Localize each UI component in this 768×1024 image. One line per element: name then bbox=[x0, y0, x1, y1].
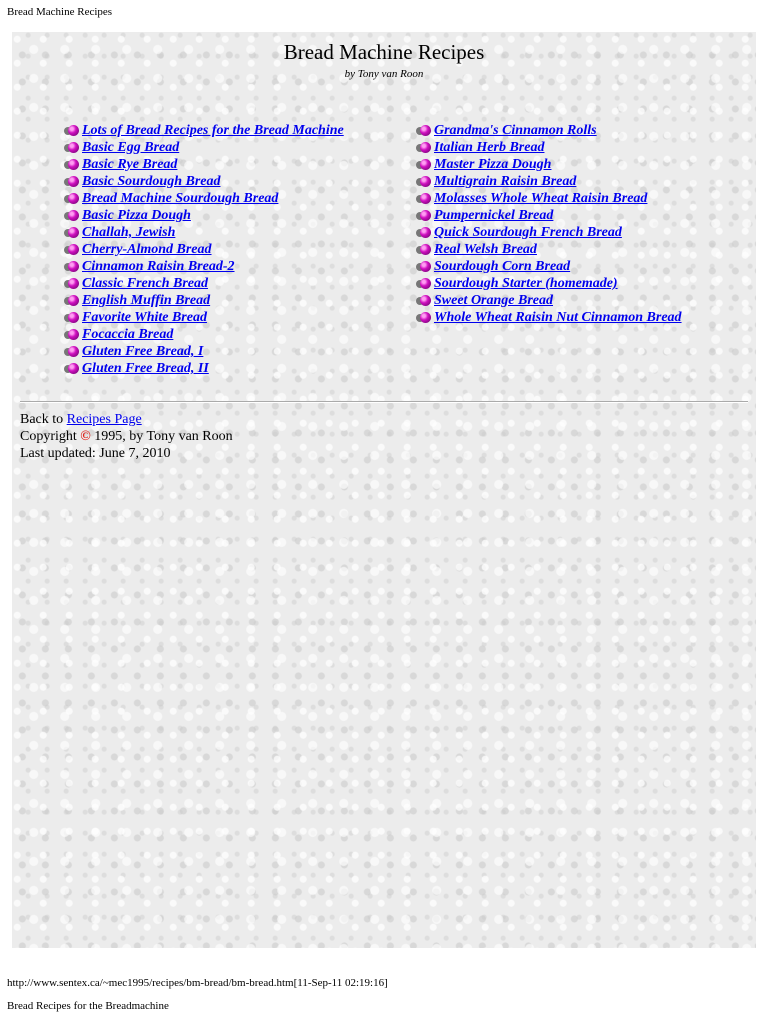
bullet-ball-icon bbox=[64, 159, 79, 170]
recipe-list-item bbox=[416, 190, 682, 207]
recipe-list-item bbox=[64, 343, 344, 360]
recipe-link[interactable]: Grandma's Cinnamon Rolls bbox=[434, 123, 597, 138]
bullet-ball-icon bbox=[416, 159, 431, 170]
recipe-list-item bbox=[64, 139, 344, 156]
recipe-list-item bbox=[64, 122, 344, 139]
recipe-list-item bbox=[416, 224, 682, 241]
recipe-link[interactable]: Gluten Free Bread, II bbox=[82, 361, 209, 376]
recipe-link[interactable]: Gluten Free Bread, I bbox=[82, 344, 204, 359]
bullet-ball-icon bbox=[416, 176, 431, 187]
recipe-list-item bbox=[64, 309, 344, 326]
bullet-ball-icon bbox=[64, 312, 79, 323]
bullet-ball-icon bbox=[416, 210, 431, 221]
bullet-ball-icon bbox=[64, 210, 79, 221]
recipe-list-item bbox=[64, 360, 344, 377]
print-url: http://www.sentex.ca/~mec1995/recipes/bm-bread/bm-bread.htm[11-Sep-11 02:19:16] bbox=[7, 977, 388, 989]
print-footer: Bread Recipes for the Breadmachine bbox=[7, 1000, 169, 1012]
bullet-ball-icon bbox=[64, 227, 79, 238]
recipe-list-item bbox=[416, 275, 682, 292]
recipe-link[interactable]: Sweet Orange Bread bbox=[434, 293, 553, 308]
bullet-ball-icon bbox=[64, 329, 79, 340]
copyright-line bbox=[20, 428, 233, 445]
recipe-link[interactable]: Bread Machine Sourdough Bread bbox=[82, 191, 279, 206]
recipe-link[interactable]: Classic French Bread bbox=[82, 276, 209, 291]
bullet-ball-icon bbox=[416, 227, 431, 238]
recipe-list-item bbox=[64, 173, 344, 190]
recipe-link[interactable]: Whole Wheat Raisin Nut Cinnamon Bread bbox=[434, 310, 682, 325]
recipe-list-item bbox=[416, 156, 682, 173]
recipe-list-item bbox=[64, 258, 344, 275]
bullet-ball-icon bbox=[416, 278, 431, 289]
recipe-list-item bbox=[64, 224, 344, 241]
back-line bbox=[20, 411, 233, 428]
bullet-ball-icon bbox=[64, 244, 79, 255]
bullet-ball-icon bbox=[416, 295, 431, 306]
recipe-list-item bbox=[416, 139, 682, 156]
bullet-ball-icon bbox=[64, 261, 79, 272]
recipe-link[interactable]: Pumpernickel Bread bbox=[434, 208, 554, 223]
page-content bbox=[12, 32, 756, 948]
recipe-link[interactable]: English Muffin Bread bbox=[82, 293, 211, 308]
recipe-link[interactable]: Real Welsh Bread bbox=[434, 242, 537, 257]
recipe-list-item bbox=[416, 173, 682, 190]
copyright-prefix: Copyright bbox=[20, 429, 81, 444]
recipe-list-item bbox=[416, 309, 682, 326]
bullet-ball-icon bbox=[64, 363, 79, 374]
horizontal-rule bbox=[20, 401, 748, 403]
page-title: Bread Machine Recipes bbox=[283, 40, 485, 64]
bullet-ball-icon bbox=[64, 278, 79, 289]
page-byline: by Tony van Roon bbox=[344, 68, 424, 80]
recipe-list-item bbox=[64, 292, 344, 309]
bullet-ball-icon bbox=[416, 125, 431, 136]
recipe-link[interactable]: Favorite White Bread bbox=[82, 310, 207, 325]
recipe-link[interactable]: Molasses Whole Wheat Raisin Bread bbox=[434, 191, 648, 206]
recipe-link[interactable]: Focaccia Bread bbox=[82, 327, 174, 342]
recipe-link[interactable]: Cinnamon Raisin Bread-2 bbox=[82, 259, 235, 274]
bullet-ball-icon bbox=[64, 142, 79, 153]
recipe-link[interactable]: Basic Pizza Dough bbox=[82, 208, 191, 223]
recipe-link[interactable]: Sourdough Starter (homemade) bbox=[434, 276, 618, 291]
copyright-icon: © bbox=[80, 429, 91, 444]
back-prefix: Back to bbox=[20, 412, 67, 427]
bullet-ball-icon bbox=[416, 244, 431, 255]
bullet-ball-icon bbox=[416, 193, 431, 204]
recipe-list-item bbox=[416, 207, 682, 224]
bullet-ball-icon bbox=[416, 261, 431, 272]
recipe-link[interactable]: Basic Rye Bread bbox=[82, 157, 178, 172]
recipe-link[interactable]: Lots of Bread Recipes for the Bread Machine bbox=[82, 123, 344, 138]
bullet-ball-icon bbox=[64, 176, 79, 187]
recipe-list-item bbox=[64, 326, 344, 343]
recipe-list-item bbox=[64, 241, 344, 258]
bullet-ball-icon bbox=[64, 125, 79, 136]
bullet-ball-icon bbox=[416, 142, 431, 153]
bullet-ball-icon bbox=[64, 295, 79, 306]
print-header: Bread Machine Recipes bbox=[7, 6, 113, 18]
recipe-list-item bbox=[416, 292, 682, 309]
recipe-link[interactable]: Italian Herb Bread bbox=[434, 140, 545, 155]
recipe-list-item bbox=[416, 122, 682, 139]
bullet-ball-icon bbox=[64, 346, 79, 357]
last-updated: Last updated: June 7, 2010 bbox=[20, 446, 171, 461]
recipe-list-item bbox=[64, 156, 344, 173]
recipe-link[interactable]: Sourdough Corn Bread bbox=[434, 259, 571, 274]
page-footer bbox=[20, 411, 233, 462]
recipe-link[interactable]: Cherry-Almond Bread bbox=[82, 242, 212, 257]
recipe-list-item bbox=[416, 258, 682, 275]
copyright-text: 1995, by Tony van Roon bbox=[90, 429, 233, 444]
recipe-link[interactable]: Master Pizza Dough bbox=[434, 157, 552, 172]
recipe-list-item bbox=[416, 241, 682, 258]
recipe-link[interactable]: Quick Sourdough French Bread bbox=[434, 225, 622, 240]
recipes-page-link[interactable]: Recipes Page bbox=[66, 412, 142, 427]
recipe-link[interactable]: Challah, Jewish bbox=[82, 225, 176, 240]
recipe-link[interactable]: Basic Egg Bread bbox=[82, 140, 180, 155]
recipe-list-item bbox=[64, 207, 344, 224]
recipe-list-left bbox=[64, 122, 344, 377]
recipe-link[interactable]: Multigrain Raisin Bread bbox=[434, 174, 577, 189]
recipe-list-right bbox=[416, 122, 682, 326]
bullet-ball-icon bbox=[64, 193, 79, 204]
bullet-ball-icon bbox=[416, 312, 431, 323]
recipe-list-item bbox=[64, 190, 344, 207]
recipe-link[interactable]: Basic Sourdough Bread bbox=[82, 174, 221, 189]
recipe-list-item bbox=[64, 275, 344, 292]
